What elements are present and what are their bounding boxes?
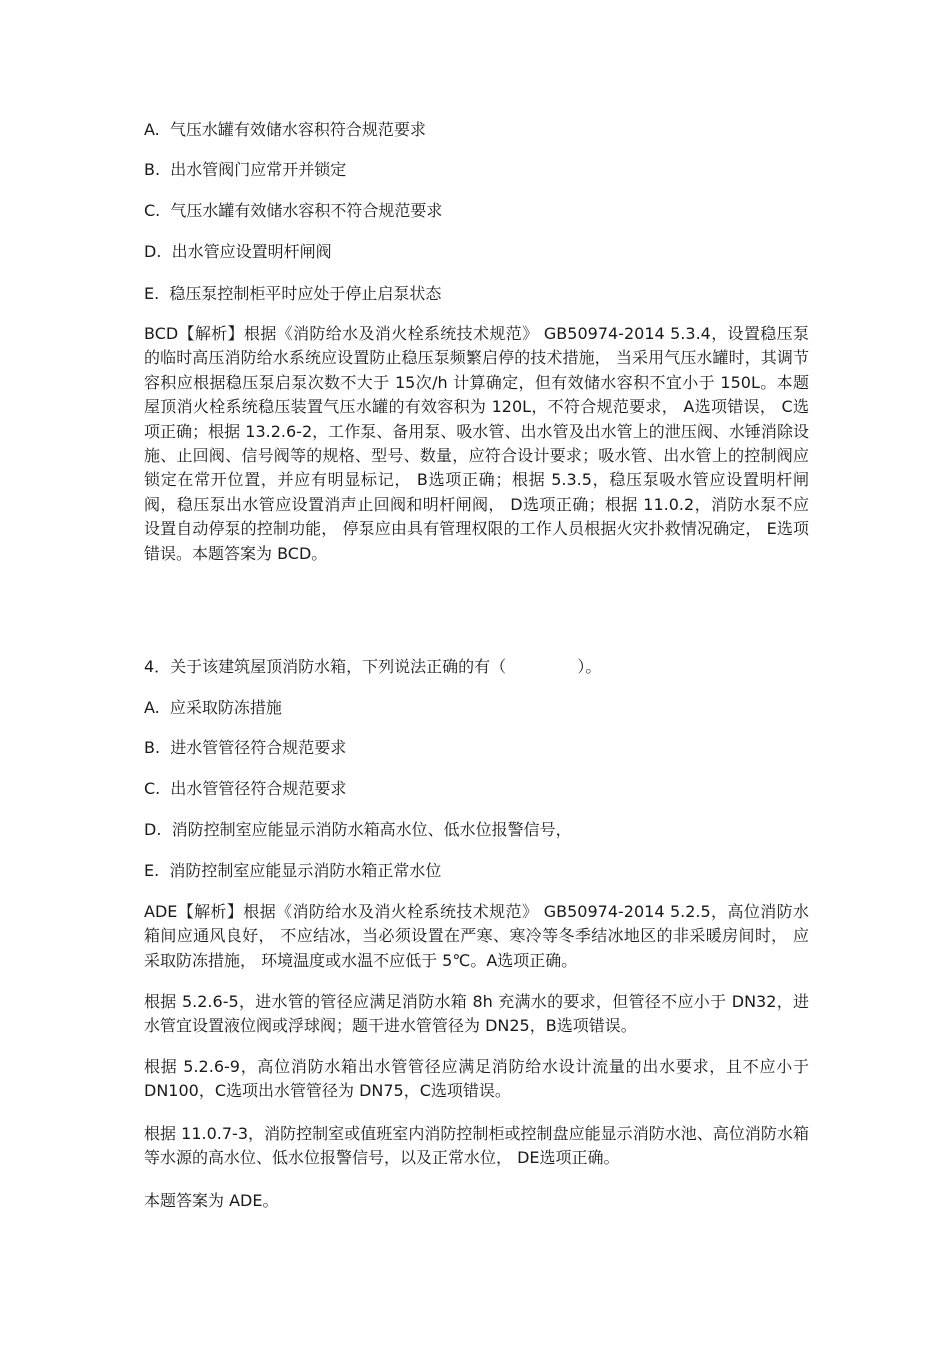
q3-option-e: E. 稳压泵控制柜平时应处于停止启泵状态: [144, 284, 442, 303]
q3-option-d: D. 出水管应设置明杆闸阀: [144, 242, 332, 261]
q4-analysis-4: 根据 11.0.7-3，消防控制室或值班室内消防控制柜或控制盘应能显示消防水池、高位消防水箱等水源的高水位、低水位报警信号，以及正常水位， DE选项正确。: [144, 1124, 809, 1168]
q4-analysis-2: 根据 5.2.6-5，进水管的管径应满足消防水箱 8h 充满水的要求，但管径不应小于 DN32，进水管宜设置液位阀或浮球阀；题干进水管管径为 DN25，B选项错误。: [144, 992, 809, 1036]
q3-option-a: A. 气压水罐有效储水容积符合规范要求: [144, 120, 426, 139]
q4-option-e: E. 消防控制室应能显示消防水箱正常水位: [144, 861, 442, 880]
q4-answer: 本题答案为 ADE。: [144, 1191, 279, 1210]
q4-option-d: D. 消防控制室应能显示消防水箱高水位、低水位报警信号，: [144, 820, 572, 839]
q4-option-c: C. 出水管管径符合规范要求: [144, 779, 347, 798]
q3-option-b: B. 出水管阀门应常开并锁定: [144, 160, 347, 179]
q4-question: 4．关于该建筑屋顶消防水箱，下列说法正确的有（ ）。: [144, 657, 602, 676]
q3-analysis: BCD【解析】根据《消防给水及消火栓系统技术规范》 GB50974-2014 5.3.4，设置稳压泵的临时高压消防给水系统应设置防止稳压泵频繁启停的技术措施， 当采用气压水罐时，其调节容积应根据稳压泵启泵次数不大于 15次/h 计算确定，但有效储水容积不宜小于 150L。本题屋顶消火栓系统稳压装置气压水罐的有效容积为 120L，不符合规范要求， A选项错误， C选项正确；根据 13.2.6-2，工作泵、备用泵、吸水管、出水管及出水管上的泄压阀、水锤消除设施、止回阀、信号阀等的规格、型号、数量，应符合设计要求；吸水管、出水管上的控制阀应锁定在常开位置，并应有明显标记， B选项正确；根据 5.3.5，稳压泵吸水管应设置明杆闸阀，稳压泵出水管应设置消声止回阀和明杆闸阀， D选项正确；根据 11.0.2，消防水泵不应设置自动停泵的控制功能， 停泵应由具有管理权限的工作人员根据火灾扑救情况确定， E选项错误。本题答案为 BCD。: [144, 324, 809, 563]
q4-analysis-1: ADE【解析】根据《消防给水及消火栓系统技术规范》 GB50974-2014 5.2.5，高位消防水箱间应通风良好， 不应结冰，当必须设置在严寒、寒冷等冬季结冰地区的非采暖房间时， 应采取防冻措施， 环境温度或水温不应低于 5℃。A选项正确。: [144, 902, 809, 970]
q3-option-c: C. 气压水罐有效储水容积不符合规范要求: [144, 201, 443, 220]
q4-option-a: A. 应采取防冻措施: [144, 698, 282, 717]
q4-option-b: B. 进水管管径符合规范要求: [144, 738, 347, 757]
q4-analysis-3: 根据 5.2.6-9，高位消防水箱出水管管径应满足消防给水设计流量的出水要求，且不应小于 DN100，C选项出水管管径为 DN75，C选项错误。: [144, 1057, 809, 1101]
